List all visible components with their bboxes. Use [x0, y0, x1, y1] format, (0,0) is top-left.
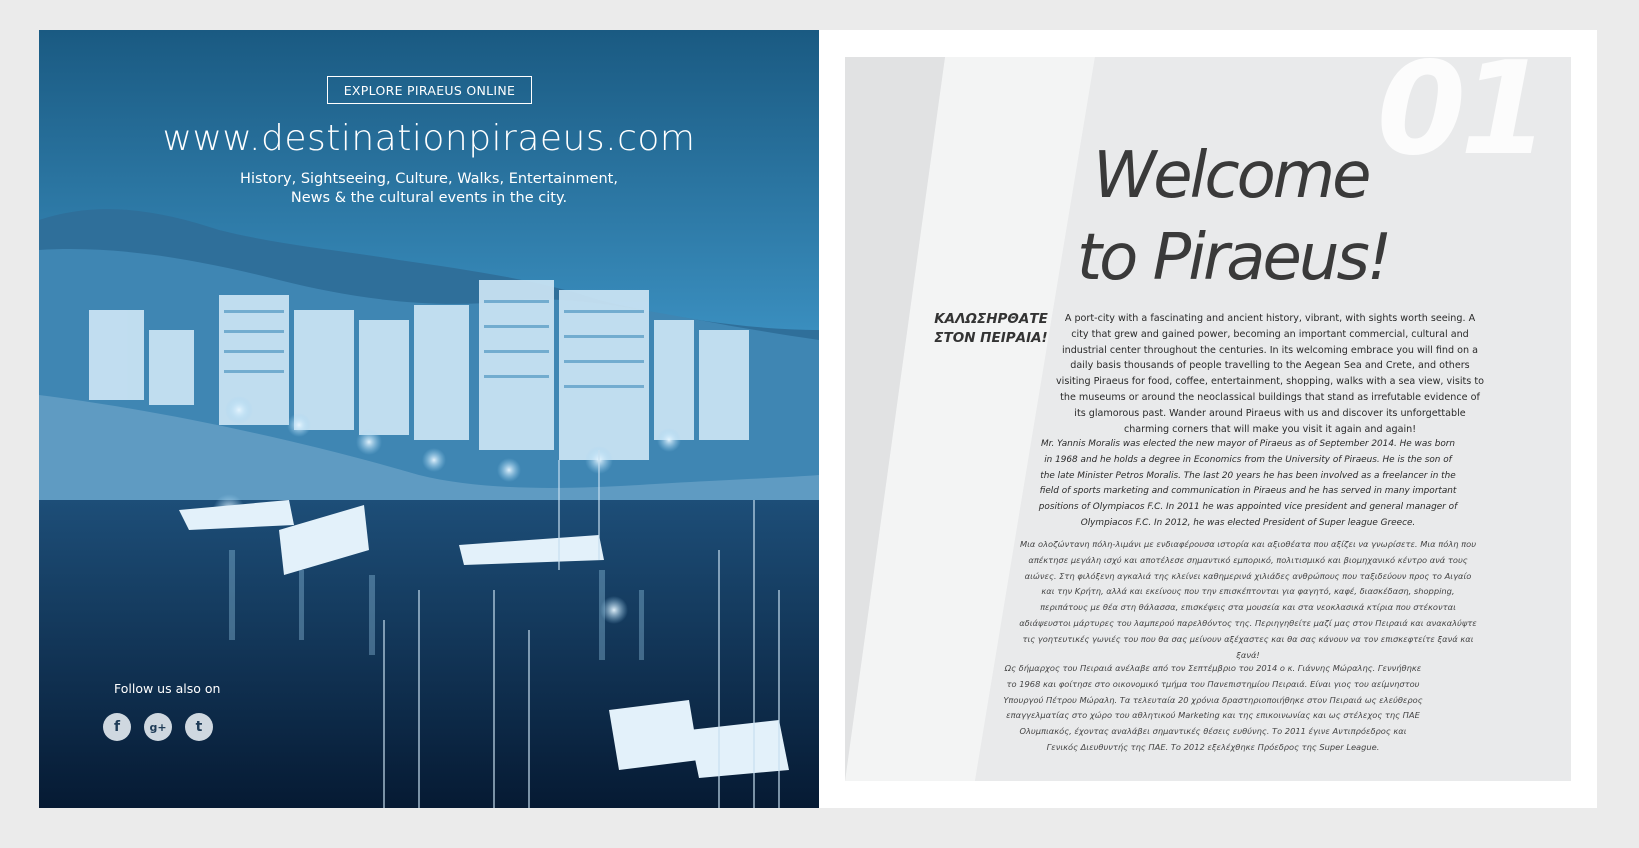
tagline: [189, 170, 669, 208]
greek-intro-paragraph: Μια ολοζώντανη πόλη-λιμάνι με ενδιαφέρουσα ιστορία και αξιοθέατα που αξίζει να γνωρίσετε. Μια πόλη που απέκτησε μεγάλη ισχύ και αποτέλεσε σημαντικό εμπορικό, πολιτισμικό και βιομηχανικό κέντρο ανά τους αιώνες. Στη φιλόξενη αγκαλιά της κλείνει καθημερινά χιλιάδες ανθρώπους που ταξιδεύουν προς το Αιγαίο και την Κρήτη, αλλά και εκείνους που την επισκέπτονται για φαγητό, καφέ, διασκέδαση, shopping, περιπάτους με θέα στη θάλασσα, επισκέψεις στα μουσεία και στα νεοκλασικά κτίρια που στέκονται αδιάψευστοι μάρτυρες του λαμπερού παρελθόντος της. Περιηγηθείτε μαζί μας στον Πειραιά και ανακαλύψτε τις γοητευτικές γωνιές του που θα σας μείνουν αξέχαστες και θα σας κάνουν να τον επισκεφτείτε ξανά και ξανά!: [1019, 539, 1477, 660]
right-page: [845, 57, 1571, 781]
google-plus-glyph: g+: [149, 720, 167, 734]
tagline-line: History, Sightseeing, Culture, Walks, Entertainment,: [240, 171, 618, 187]
twitter-glyph: t: [195, 719, 203, 735]
greek-heading-line: ΚΑΛΩΣΗΡΘΑΤΕ: [934, 311, 1048, 327]
tagline-line: News & the cultural events in the city.: [290, 190, 568, 206]
facebook-icon[interactable]: [103, 713, 131, 741]
english-intro-paragraph: A port-city with a fascinating and ancient history, vibrant, with sights worth seeing. A city that grew and gained power, becoming an important commercial, cultural and industrial center throughout the centuries. In its welcoming embrace you will find on a daily basis thousands of people travelling to the Aegean Sea and Crete, and others visiting Piraeus for food, coffee, entertainment, shopping, walks with a sea view, visits to the museums or around the neoclassical buildings that stand as irrefutable evidence of its glamorous past. Wander around Piraeus with us and discover its unforgettable charming corners that will make you visit it again and again!: [1056, 313, 1484, 435]
title-line-2: to Piraeus!: [1077, 221, 1390, 295]
twitter-icon[interactable]: [185, 713, 213, 741]
english-mayor-bio: Mr. Yannis Moralis was elected the new mayor of Piraeus as of September 2014. He was born in 1968 and he holds a degree in Economics from the University of Piraeus. He is the son of the late Minister Petros Moralis. The last 20 years he has been involved as a freelancer in the field of sports marketing and communication in Piraeus and he has served in many important positions of Olympiacos F.C. In 2011 he was appointed vice president and general manager of Olympiacos F.C. In 2012, he was elected President of Super league Greece.: [1038, 439, 1458, 528]
website-url[interactable]: www.destinationpiraeus.com: [162, 118, 696, 159]
facebook-glyph: f: [113, 719, 121, 735]
title-line-1: Welcome: [1093, 139, 1369, 213]
google-plus-icon[interactable]: [144, 713, 172, 741]
explore-button[interactable]: EXPLORE PIRAEUS ONLINE: [327, 76, 532, 104]
greek-heading: [911, 310, 1071, 348]
follow-label: Follow us also on: [114, 681, 221, 696]
page-number: 01: [1376, 57, 1543, 184]
greek-mayor-bio: Ως δήμαρχος του Πειραιά ανέλαβε από τον Σεπτέμβριο του 2014 ο κ. Γιάννης Μώραλης. Γεννήθηκε το 1968 και φοίτησε στο οικονομικό τμήμα του Πανεπιστημίου Πειραιά. Είναι γιος του αείμνηστου Υπουργού Πέτρου Μώραλη. Τα τελευταία 20 χρόνια δραστηριοποιήθηκε στον Πειραιά ως ελεύθερος επαγγελματίας στο χώρο του αθλητικού Marketing και της επικοινωνίας και ως στέλεχος της ΠΑΕ Ολυμπιακός, έχοντας αναλάβει σημαντικές θέσεις ευθύνης. Το 2011 έγινε Αντιπρόεδρος και Γενικός Διευθυντής της ΠΑΕ. Το 2012 εξελέχθηκε Πρόεδρος της Super League.: [1003, 663, 1423, 752]
greek-heading-line: ΣΤΟΝ ΠΕΙΡΑΙΑ!: [934, 330, 1048, 346]
welcome-title: [1077, 135, 1493, 299]
left-page: [39, 30, 819, 808]
